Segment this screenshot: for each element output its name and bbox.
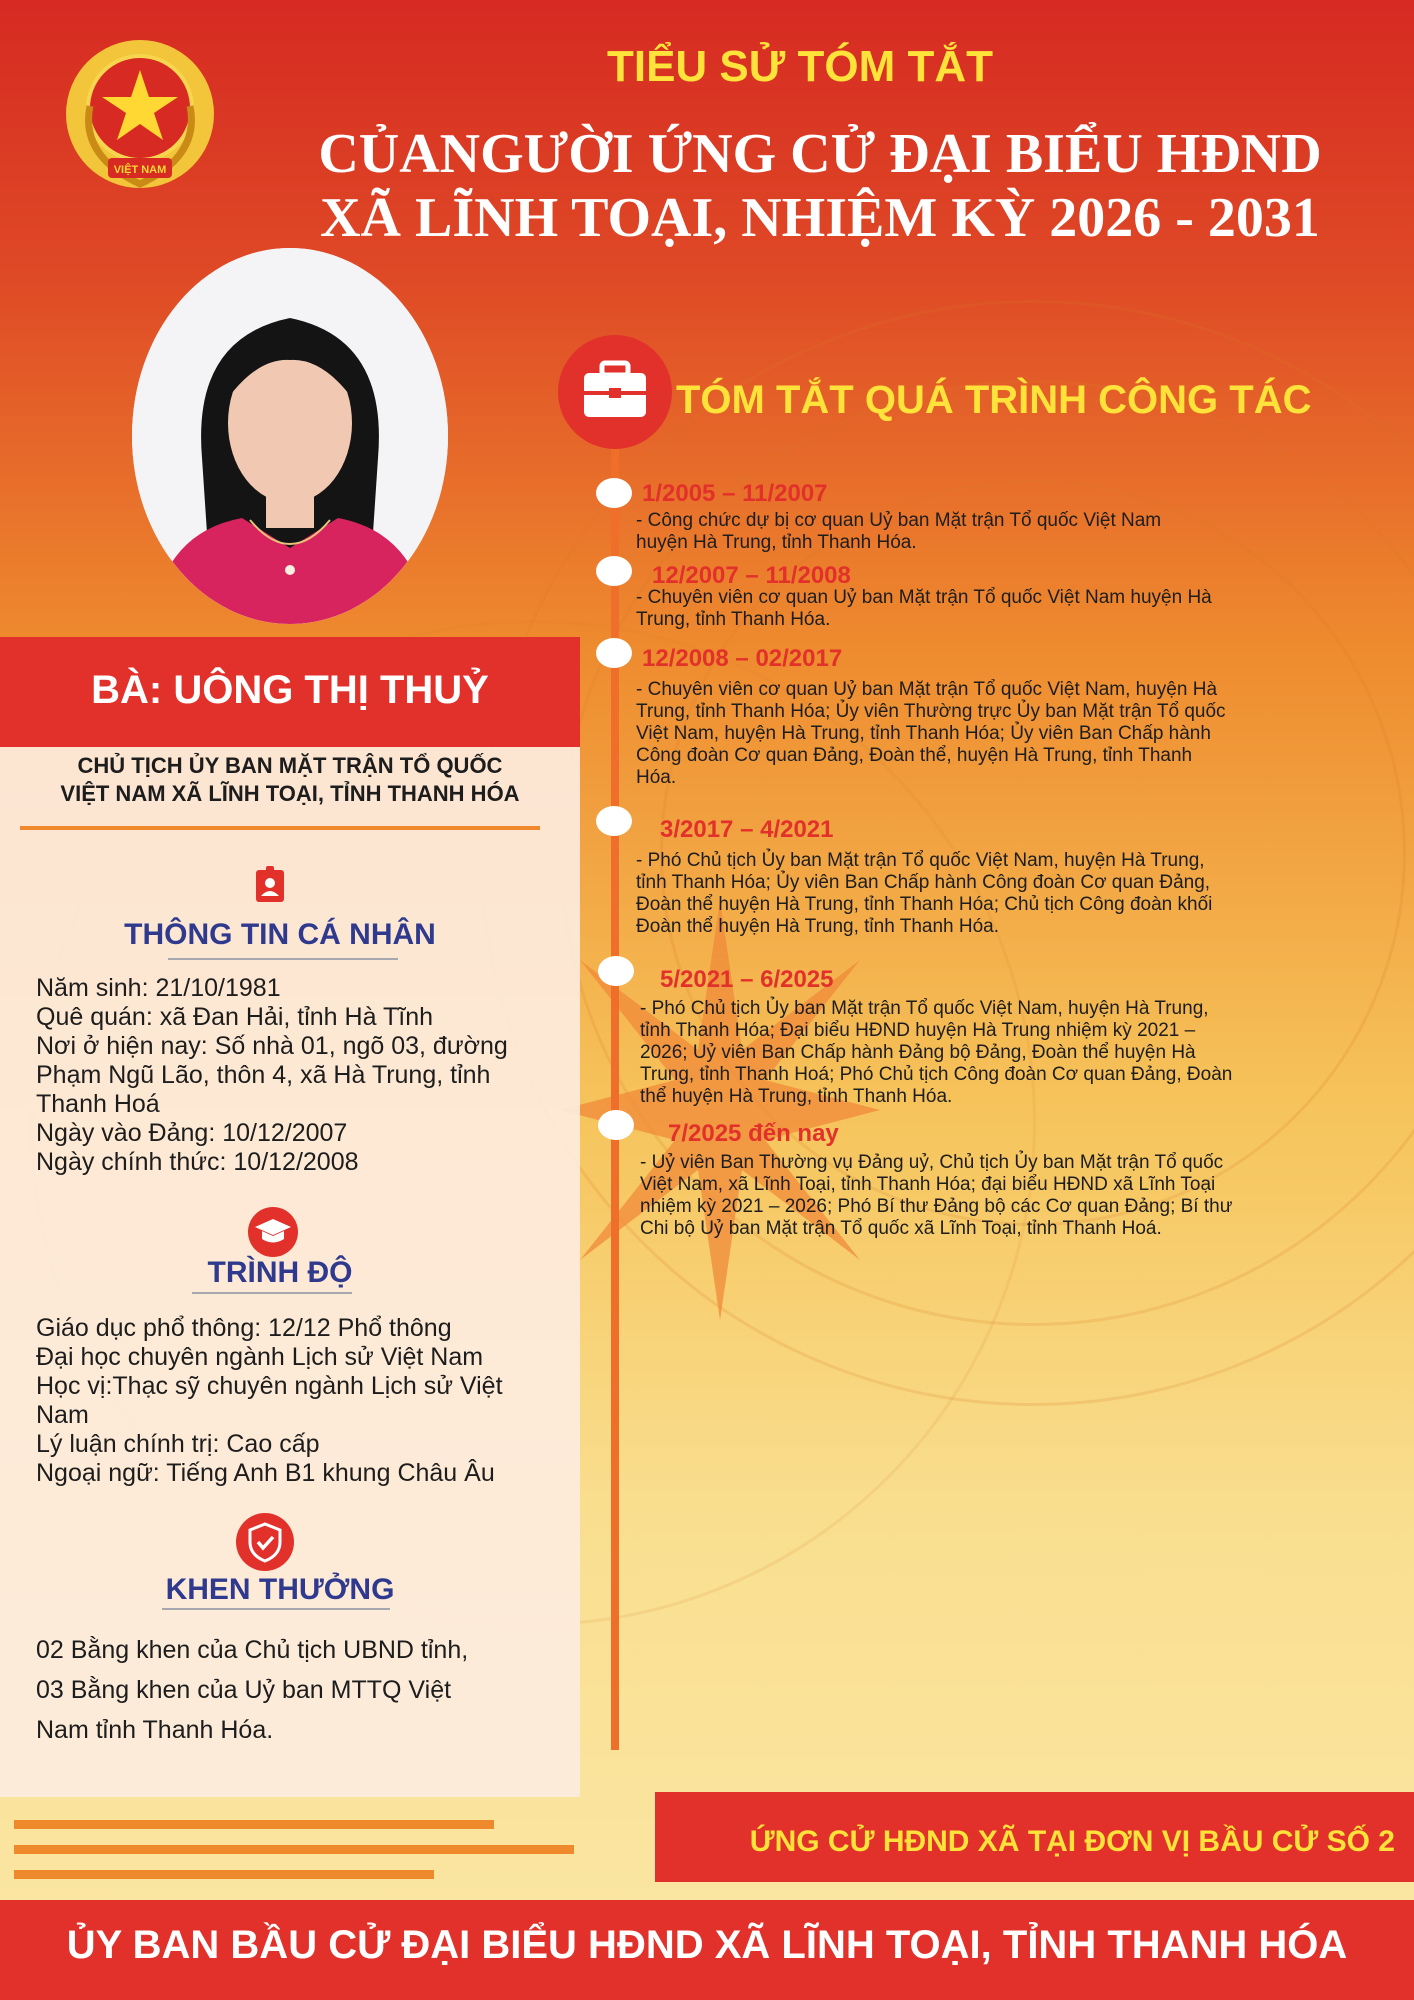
decorative-stripe (14, 1820, 494, 1829)
career-description-line: Trung, tỉnh Thanh Hóa. (636, 609, 831, 630)
page-title (290, 122, 1350, 250)
page-title-line: CỦANGƯỜI ỨNG CỬ ĐẠI BIỂU HĐND (318, 123, 1322, 185)
award-item: 03 Bằng khen của Uỷ ban MTTQ Việt (36, 1676, 452, 1704)
career-description-line: - Uỷ viên Ban Thường vụ Đảng uỷ, Chủ tịch Ủy ban Mặt trận Tổ quốc (640, 1152, 1224, 1173)
personal-info-item: Năm sinh: 21/10/1981 (36, 974, 281, 1002)
divider (192, 1292, 352, 1294)
education-list (36, 1314, 576, 1488)
personal-info-item: Nơi ở hiện nay: Số nhà 01, ngõ 03, đường (36, 1032, 508, 1060)
timeline-dot (596, 806, 632, 836)
timeline-dot (598, 1110, 634, 1140)
committee-text: ỦY BAN BẦU CỬ ĐẠI BIỂU HĐND XÃ LĨNH TOẠI, TỈNH THANH HÓA (66, 1923, 1348, 1967)
constituency-text: ỨNG CỬ HĐND XÃ TẠI ĐƠN VỊ BẦU CỬ SỐ 2 (749, 1825, 1395, 1858)
career-description-line: Đoàn thể huyện Hà Trung, tỉnh Thanh Hóa; Chủ tịch Công đoàn khối (636, 894, 1213, 915)
career-description (636, 510, 1161, 554)
career-description-line: Việt Nam, xã Lĩnh Toại, tỉnh Thanh Hóa; đại biểu HĐND xã Lĩnh Toại (640, 1174, 1216, 1195)
briefcase-icon (558, 335, 672, 449)
awards-list (36, 1630, 576, 1750)
personal-info-item: Thanh Hoá (36, 1090, 160, 1118)
career-description (636, 850, 1212, 938)
personal-info-item: Phạm Ngũ Lão, thôn 4, xã Hà Trung, tỉnh (36, 1061, 491, 1089)
education-item: Đại học chuyên ngành Lịch sử Việt Nam (36, 1343, 484, 1371)
candidate-name: BÀ: UÔNG THỊ THUỶ (91, 668, 489, 712)
career-period: 1/2005 – 11/2007 (642, 480, 828, 507)
career-description-line: Công đoàn Cơ quan Đảng, Đoàn thể, huyện Hà Trung, tỉnh Thanh (636, 745, 1193, 766)
career-description-line: - Phó Chủ tịch Ủy ban Mặt trận Tổ quốc Việt Nam, huyện Hà Trung, (636, 850, 1205, 871)
divider (168, 958, 398, 960)
personal-info-item: Quê quán: xã Đan Hải, tỉnh Hà Tĩnh (36, 1003, 433, 1031)
personal-info-title: THÔNG TIN CÁ NHÂN (124, 918, 436, 951)
shield-check-icon (235, 1512, 295, 1572)
candidate-photo (132, 248, 448, 624)
career-description-line: Đoàn thể huyện Hà Trung, tỉnh Thanh Hóa. (636, 916, 1000, 937)
career-period: 7/2025 đến nay (668, 1120, 839, 1147)
award-item: 02 Bằng khen của Chủ tịch UBND tỉnh, (36, 1636, 469, 1664)
career-period: 12/2007 – 11/2008 (652, 562, 851, 589)
timeline-dot (596, 478, 632, 508)
education-item: Nam (36, 1401, 89, 1429)
timeline-dot (598, 956, 634, 986)
decorative-stripe (14, 1870, 434, 1879)
career-description-line: Việt Nam, huyện Hà Trung, tỉnh Thanh Hóa; Ủy viên Ban Chấp hành (636, 723, 1211, 744)
national-emblem-icon (60, 36, 220, 196)
career-description (640, 1152, 1232, 1240)
education-item: Giáo dục phổ thông: 12/12 Phổ thông (36, 1314, 452, 1342)
candidate-position-line: VIỆT NAM XÃ LĨNH TOẠI, TỈNH THANH HÓA (60, 781, 520, 806)
career-description-line: - Công chức dự bị cơ quan Uỷ ban Mặt trận Tổ quốc Việt Nam (636, 510, 1162, 531)
award-item: Nam tỉnh Thanh Hóa. (36, 1716, 274, 1744)
personal-info-item: Ngày chính thức: 10/12/2008 (36, 1148, 359, 1176)
personal-info-item: Ngày vào Đảng: 10/12/2007 (36, 1119, 348, 1147)
education-item: Học vị:Thạc sỹ chuyên ngành Lịch sử Việt (36, 1372, 503, 1400)
svg-text:VIỆT NAM: VIỆT NAM (113, 164, 167, 176)
personal-info-list (36, 974, 566, 1177)
career-description-line: Hóa. (636, 767, 677, 788)
career-period: 5/2021 – 6/2025 (660, 966, 834, 993)
page-title-line: XÃ LĨNH TOẠI, NHIỆM KỲ 2026 - 2031 (320, 187, 1320, 249)
career-title: TÓM TẮT QUÁ TRÌNH CÔNG TÁC (676, 378, 1312, 422)
career-description-line: Chi bộ Uỷ ban Mặt trận Tổ quốc xã Lĩnh Toại, tỉnh Thanh Hoá. (640, 1218, 1162, 1239)
career-description-line: - Phó Chủ tịch Ủy ban Mặt trận Tổ quốc Việt Nam, huyện Hà Trung, (640, 998, 1209, 1019)
education-title: TRÌNH ĐỘ (207, 1256, 353, 1289)
career-description-line: 2026; Uỷ viên Ban Chấp hành Đảng bộ Đảng, Đoàn thể huyện Hà (640, 1042, 1196, 1063)
career-description-line: Trung, tỉnh Thanh Hoá; Phó Chủ tịch Công đoàn Cơ quan Đảng, Đoàn (640, 1064, 1233, 1085)
career-description-line: - Chuyên viên cơ quan Uỷ ban Mặt trận Tổ quốc Việt Nam, huyện Hà (636, 679, 1218, 700)
awards-title: KHEN THƯỞNG (165, 1573, 395, 1606)
career-description-line: - Chuyên viên cơ quan Uỷ ban Mặt trận Tổ quốc Việt Nam huyện Hà (636, 587, 1212, 608)
career-description-line: tỉnh Thanh Hóa; Ủy viên Ban Chấp hành Công đoàn Cơ quan Đảng, (636, 872, 1211, 893)
page-subtitle: TIỂU SỬ TÓM TẮT (606, 42, 994, 91)
divider (20, 826, 540, 830)
career-period: 3/2017 – 4/2021 (660, 816, 834, 843)
career-description-line: tỉnh Thanh Hóa; Đại biểu HĐND huyện Hà Trung nhiệm kỳ 2021 – (640, 1020, 1196, 1041)
career-description-line: thể huyện Hà Trung, tỉnh Thanh Hóa. (640, 1086, 953, 1107)
decorative-stripe (14, 1845, 574, 1854)
timeline-header-badge (558, 335, 672, 449)
career-description-line: huyện Hà Trung, tỉnh Thanh Hóa. (636, 532, 917, 553)
graduation-cap-icon (247, 1206, 299, 1258)
timeline-dot (596, 638, 632, 668)
timeline-dot (596, 556, 632, 586)
career-description-line: Trung, tỉnh Thanh Hóa; Ủy viên Thường trực Ủy ban Mặt trận Tổ quốc (636, 701, 1226, 722)
career-description (636, 587, 1212, 631)
education-item: Lý luận chính trị: Cao cấp (36, 1430, 320, 1458)
candidate-position-line: CHỦ TỊCH ỦY BAN MẶT TRẬN TỔ QUỐC (77, 753, 503, 778)
divider (162, 1608, 390, 1610)
candidate-position (10, 752, 570, 808)
career-description (636, 679, 1226, 789)
education-item: Ngoại ngữ: Tiếng Anh B1 khung Châu Âu (36, 1459, 495, 1487)
timeline-line (611, 440, 619, 1750)
career-description-line: nhiệm kỳ 2021 – 2026; Phó Bí thư Đảng bộ các Cơ quan Đảng; Bí thư (640, 1196, 1233, 1217)
career-description (640, 998, 1232, 1108)
id-badge-icon (247, 862, 293, 908)
career-period: 12/2008 – 02/2017 (642, 645, 843, 672)
